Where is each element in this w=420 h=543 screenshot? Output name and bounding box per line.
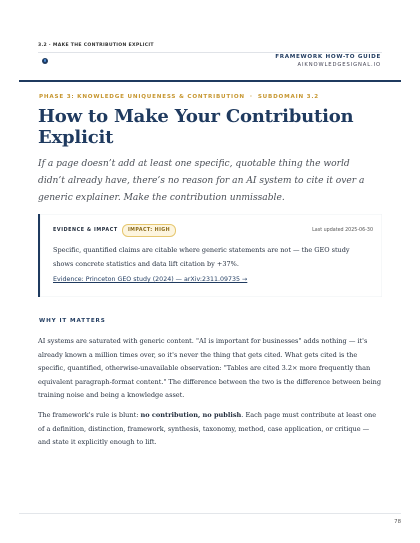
phase-breadcrumb bbox=[39, 94, 319, 100]
header-divider bbox=[38, 52, 382, 53]
lede: If a page doesn’t add at least one specific, quotable thing the world didn’t already have, there’s no reason for an AI system to cite it over a generic explainer. Make the contribution unmissable. bbox=[38, 159, 365, 203]
guide-header bbox=[275, 54, 381, 68]
subdomain-label: SUBDOMAIN 3.2 bbox=[257, 94, 319, 100]
phase-separator: · bbox=[249, 94, 253, 100]
header-rule bbox=[19, 80, 401, 82]
impact-badge: IMPACT: HIGH bbox=[122, 224, 176, 237]
evidence-body: Specific, quantified claims are citable where generic statements are not — the GEO study shows concrete statistics and data lift citation by +37%. bbox=[53, 246, 350, 268]
body-paragraph-1: AI systems are saturated with generic content. "AI is important for businesses" adds nothing — it's already known a million times over, so it's never the thing that gets cited. What gets cited is the specific, quantified, otherwise-unavailable observation: "Tables are cited 3.2× more frequently than equivalent paragraph-format content." The difference between the two is the difference between being training noise and being a knowledge asset. bbox=[38, 337, 382, 400]
body-paragraph-2 bbox=[38, 409, 383, 450]
running-head: 3.2 · MAKE THE CONTRIBUTION EXPLICIT bbox=[38, 43, 154, 48]
evidence-callout bbox=[38, 214, 382, 297]
page-number: 78 bbox=[394, 519, 401, 525]
phase-label: PHASE 3: KNOWLEDGE UNIQUENESS & CONTRIBUTION bbox=[39, 94, 245, 100]
site-name: AIKNOWLEDGESIGNAL.IO bbox=[297, 62, 381, 68]
page-title: How to Make Your Contribution Explicit bbox=[38, 106, 354, 148]
evidence-label: EVIDENCE & IMPACT bbox=[53, 228, 118, 233]
para2-suffix: . Each page must contribute at least one of a definition, distinction, framework, synthesis, taxonomy, method, case application, or critique — and state it explicitly enough to lift. bbox=[38, 411, 377, 447]
footer-divider bbox=[19, 513, 401, 514]
guide-label: FRAMEWORK HOW-TO GUIDE bbox=[275, 54, 381, 60]
last-updated: Last updated 2025-06-30 bbox=[312, 228, 373, 233]
section-heading: WHY IT MATTERS bbox=[39, 318, 106, 324]
evidence-link[interactable]: Evidence: Princeton GEO study (2024) — arXiv:2311.09735 → bbox=[53, 276, 248, 283]
logo-mark-icon bbox=[42, 58, 48, 64]
para2-prefix: The framework's rule is blunt: bbox=[38, 411, 141, 419]
para2-emphasis: no contribution, no publish bbox=[140, 411, 242, 419]
site-logo bbox=[42, 57, 48, 65]
